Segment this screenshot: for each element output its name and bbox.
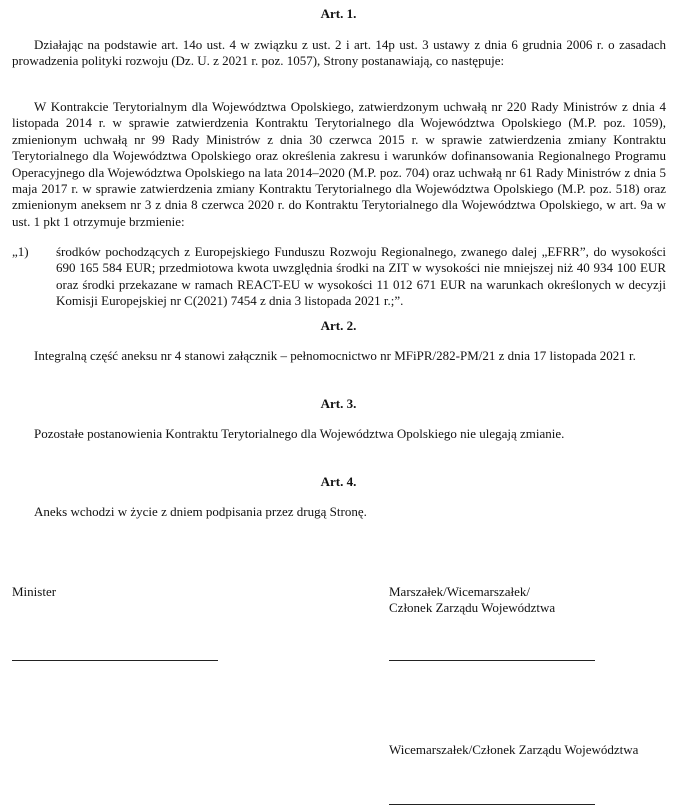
art-4-heading: Art. 4. <box>320 474 357 489</box>
art-2-paragraph: Integralną część aneksu nr 4 stanowi załącznik – pełnomocnictwo nr MFiPR/282-PM/21 z dnia 17 listopada 2021 r. <box>34 348 636 363</box>
art-4-paragraph: Aneks wchodzi w życie z dniem podpisania przez drugą Stronę. <box>34 504 367 519</box>
list-item-number: „1) <box>12 244 29 259</box>
art-1-list-item <box>12 244 666 310</box>
minister-signature-label: Minister <box>12 584 57 599</box>
marszalek-label-line-2: Członek Zarządu Województwa <box>389 600 556 616</box>
art-1-heading: Art. 1. <box>320 6 357 21</box>
art-3-heading: Art. 3. <box>320 396 357 411</box>
marszalek-signature-line <box>389 660 595 661</box>
art-3-paragraph: Pozostałe postanowienia Kontraktu Terytorialnego dla Województwa Opolskiego nie ulegają zmianie. <box>34 426 565 441</box>
wicemarszalek-signature-label: Wicemarszałek/Członek Zarządu Województwa <box>389 742 639 757</box>
list-item-text: środków pochodzących z Europejskiego Funduszu Rozwoju Regionalnego, zwanego dalej „EFRR”, do wysokości 690 165 584 EUR; przedmiotowa kwota uwzględnia środki na ZIT w wysokości nie mniejszej niż 40 934 100 EUR oraz środki przekazane w ramach REACT-EU w wysokości 11 012 671 EUR na warunkach określonych w decyzji Komisji Europejskiej nr C(2021) 7454 z dnia 3 listopada 2021 r.;”. <box>56 244 666 309</box>
art-1-intro-paragraph: Działając na podstawie art. 14o ust. 4 w związku z ust. 2 i art. 14p ust. 3 ustawy z dnia 6 grudnia 2006 r. o zasadach prowadzenia polityki rozwoju (Dz. U. z 2021 r. poz. 1057), Strony postanawiają, co następuje: <box>12 37 666 69</box>
marszalek-signature-label <box>389 584 555 617</box>
art-2-heading: Art. 2. <box>320 318 357 333</box>
art-1-body-paragraph: W Kontrakcie Terytorialnym dla Województwa Opolskiego, zatwierdzonym uchwałą nr 220 Rady Ministrów z dnia 4 listopada 2014 r. w sprawie zatwierdzenia Kontraktu Terytorialnego dla Województwa Opolskiego (M.P. poz. 1059), zmienionym uchwałą nr 99 Rady Ministrów z dnia 30 czerwca 2015 r. w sprawie zatwierdzenia zmiany Kontraktu Terytorialnego dla Województwa Opolskiego oraz określenia zakresu i warunków dofinansowania Regionalnego Programu Operacyjnego dla Województwa Opolskiego na lata 2014–2020 (M.P. poz. 704) oraz uchwałą nr 61 Rady Ministrów z dnia 5 maja 2017 r. w sprawie zatwierdzenia zmiany Kontraktu Terytorialnego dla Województwa Opolskiego (M.P. poz. 518) oraz zmienionym aneksem nr 3 z dnia 8 czerwca 2020 r. do Kontraktu Terytorialnego dla Województwa Opolskiego, w art. 9a w ust. 1 pkt 1 otrzymuje brzmienie: <box>12 99 666 229</box>
minister-signature-line <box>12 660 218 661</box>
marszalek-label-line-1: Marszałek/Wicemarszałek/ <box>389 584 530 599</box>
wicemarszalek-signature-line <box>389 804 595 805</box>
